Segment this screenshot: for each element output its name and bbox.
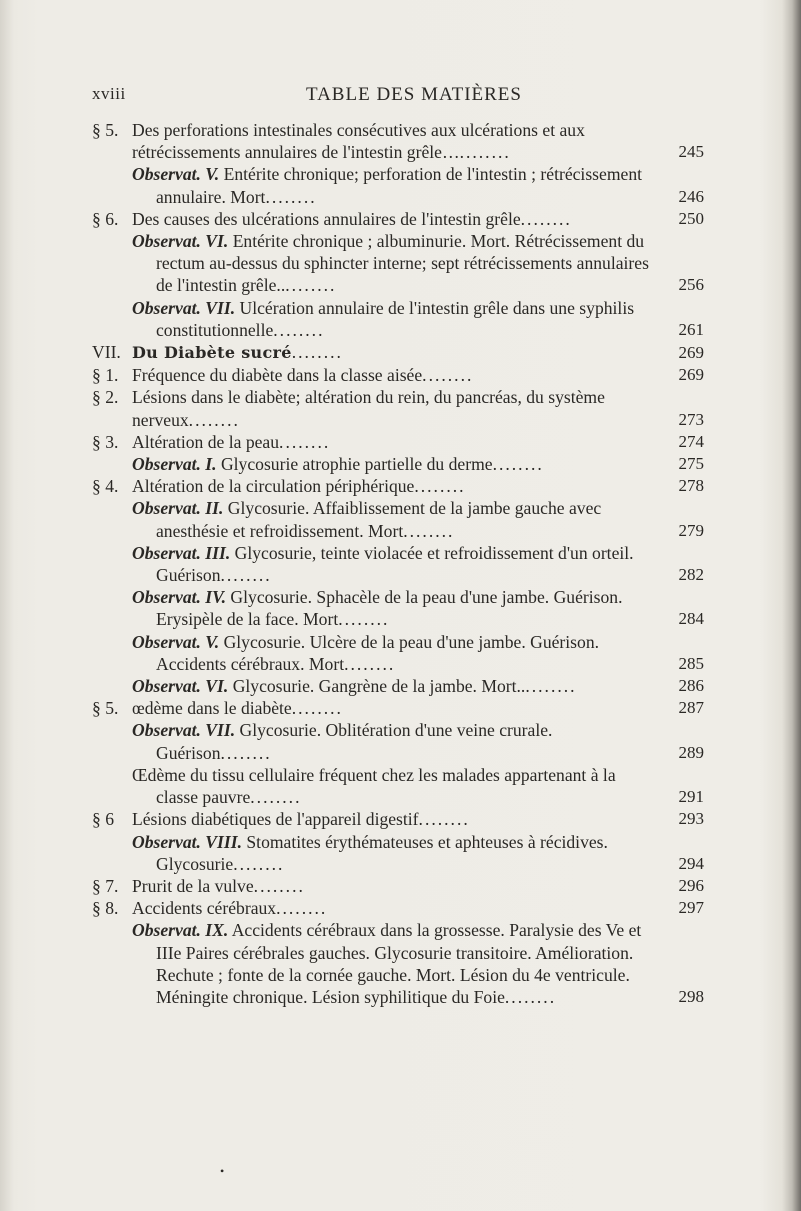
toc-entry xyxy=(92,831,704,875)
dot-leader: ........ xyxy=(253,875,305,896)
toc-entry xyxy=(92,875,704,897)
entry-text: Des causes des ulcérations annulaires de l'intestin grêle xyxy=(132,208,521,229)
running-title: TABLE DES MATIÈRES xyxy=(306,84,522,105)
dot-leader: ........ xyxy=(414,476,466,497)
dot-leader: ........ xyxy=(220,565,272,586)
toc-entry xyxy=(92,431,704,453)
page-number: 282 xyxy=(678,565,704,585)
page-number: 246 xyxy=(678,186,704,206)
page-number: 269 xyxy=(678,365,704,385)
entry-mark: § 7. xyxy=(92,875,119,896)
dot-leader: ........ xyxy=(459,142,511,163)
page-number: 279 xyxy=(678,520,704,540)
observation-label: Observat. VII. xyxy=(132,297,236,318)
dot-leader: ........ xyxy=(291,342,343,363)
toc-entry xyxy=(92,341,704,364)
entry-mark: § 4. xyxy=(92,476,119,497)
entry-text: Glycosurie. Oblitération d'une veine crurale. Guérison xyxy=(156,720,553,763)
entry-text: œdème dans le diabète xyxy=(132,698,292,719)
dot-leader: ........ xyxy=(250,787,302,808)
toc-entry xyxy=(92,208,704,230)
entry-mark: § 5. xyxy=(92,120,119,140)
dot-leader: ........ xyxy=(273,319,325,340)
toc-entry xyxy=(92,675,704,697)
page-number: 294 xyxy=(678,853,704,873)
dot-leader: ........ xyxy=(233,853,285,874)
dot-leader: ........ xyxy=(338,609,390,630)
entry-text: Œdème du tissu cellulaire fréquent chez les malades appartenant à la classe pauvre xyxy=(132,764,616,808)
observation-label: Observat. IX. xyxy=(132,920,229,941)
dot-leader: ........ xyxy=(291,698,343,719)
ink-dot: • xyxy=(220,1164,225,1178)
page-number: 256 xyxy=(678,275,704,295)
toc-entry xyxy=(92,697,704,719)
entry-text: Stomatites érythémateuses et aphteuses à récidives. Glycosurie xyxy=(156,831,608,874)
page-number: 261 xyxy=(678,319,704,339)
entry-text: Prurit de la vulve xyxy=(132,875,254,896)
toc-entry xyxy=(92,631,704,675)
dot-leader: ........ xyxy=(525,676,577,697)
dot-leader: ........ xyxy=(220,742,272,763)
dot-leader: ........ xyxy=(265,186,317,207)
page-number: 245 xyxy=(678,142,704,162)
dot-leader: ........ xyxy=(504,986,557,1007)
toc-entry xyxy=(92,897,704,919)
entry-text: Glycosurie. Ulcère de la peau d'une jambe. Guérison. Accidents cérébraux. Mort xyxy=(156,631,600,674)
page-number: 291 xyxy=(678,787,704,807)
entry-text: Glycosurie atrophie partielle du derme xyxy=(220,454,493,475)
page-header xyxy=(92,84,696,108)
dot-leader: ........ xyxy=(403,520,455,541)
page-number: 250 xyxy=(678,208,704,228)
toc-entry xyxy=(92,119,704,163)
observation-label: Observat. III. xyxy=(132,542,231,563)
toc-entry xyxy=(92,919,704,1008)
toc-entry xyxy=(92,453,704,475)
entry-text: Altération de la peau xyxy=(132,431,280,452)
observation-label: Observat. I. xyxy=(132,454,217,475)
toc-entry xyxy=(92,586,704,630)
entry-text: Lésions diabétiques de l'appareil digestif xyxy=(132,809,419,830)
entry-text: Glycosurie. Gangrène de la jambe. Mort.. xyxy=(232,676,526,697)
page-number: 275 xyxy=(678,454,704,474)
entry-text: Entérite chronique ; albuminurie. Mort. Rétrécissement du rectum au-dessus du sphincter interne; sept rétrécissements annulaires de l'intestin grêle.. xyxy=(156,231,649,296)
dot-leader: ........ xyxy=(422,365,474,386)
entry-text: Entérite chronique; perforation de l'intestin ; rétrécissement annulaire. Mort xyxy=(156,164,643,207)
toc-entry xyxy=(92,764,704,808)
page-number: 289 xyxy=(678,742,704,762)
dot-leader: ........ xyxy=(285,275,337,296)
page-folio: xviii xyxy=(92,84,126,103)
toc-entry xyxy=(92,364,704,386)
page-number: 293 xyxy=(678,809,704,829)
entry-mark: § 6 xyxy=(92,809,114,830)
dot-leader: ........ xyxy=(276,898,328,919)
toc-entry xyxy=(92,497,704,541)
toc-entry xyxy=(92,475,704,497)
dot-leader: ........ xyxy=(418,809,470,830)
observation-label: Observat. VI. xyxy=(132,231,229,252)
entry-text: Glycosurie. Affaiblissement de la jambe gauche avec anesthésie et refroidissement. Mort xyxy=(156,498,602,541)
dot-leader: ........ xyxy=(344,653,396,674)
observation-label: Observat. VIII. xyxy=(132,831,242,852)
entry-mark: § 3. xyxy=(92,431,119,452)
chapter-title: Du Diabète sucré xyxy=(132,343,292,363)
entry-text: Glycosurie, teinte violacée et refroidissement d'un orteil. Guérison xyxy=(156,542,634,586)
page-number: 273 xyxy=(678,409,704,429)
entry-mark: § 5. xyxy=(92,698,119,719)
page-number: 287 xyxy=(678,698,704,718)
observation-label: Observat. VI. xyxy=(132,676,229,697)
entry-mark: § 1. xyxy=(92,365,119,386)
entry-text: Altération de la circulation périphérique xyxy=(132,476,415,497)
entry-text: Fréquence du diabète dans la classe aisée xyxy=(132,365,423,386)
page-number: 269 xyxy=(678,343,704,363)
observation-label: Observat. II. xyxy=(132,498,224,519)
page-number: 286 xyxy=(678,676,704,696)
entry-text: Des perforations intestinales consécutives aux ulcérations et aux rétrécissements annulaires de l'intestin grêle… xyxy=(132,120,585,163)
page-number: 297 xyxy=(678,898,704,918)
observation-label: Observat. VII. xyxy=(132,720,236,741)
dot-leader: ........ xyxy=(279,431,331,452)
page-number: 278 xyxy=(678,476,704,496)
toc-entry xyxy=(92,386,704,430)
toc-entry xyxy=(92,163,704,207)
page-number: 284 xyxy=(678,609,704,629)
toc-entry xyxy=(92,297,704,341)
entry-text: Lésions dans le diabète; altération du rein, du pancréas, du système nerveux xyxy=(132,387,605,430)
page-number: 274 xyxy=(678,431,704,451)
entry-mark: § 2. xyxy=(92,387,119,408)
entry-mark: VII. xyxy=(92,342,121,363)
dot-leader: ........ xyxy=(492,454,544,475)
toc-entry xyxy=(92,808,704,830)
dot-leader: ........ xyxy=(520,208,572,229)
page-number: 298 xyxy=(678,986,704,1006)
entry-mark: § 8. xyxy=(92,898,119,919)
entry-text: Accidents cérébraux dans la grossesse. Paralysie des Ve et IIIe Paires cérébrales gauches. Glycosurie transitoire. Amélioration. Rechute ; fonte de la cornée gauche. Mort. Lésion du 4e ventricule. Méningite chronique. Lésion syphilitique du Foie xyxy=(156,920,642,1007)
observation-label: Observat. V. xyxy=(132,164,220,185)
toc-entry xyxy=(92,230,704,297)
toc-entry xyxy=(92,542,704,586)
page-number: 285 xyxy=(678,653,704,673)
entry-mark: § 6. xyxy=(92,208,119,229)
dot-leader: ........ xyxy=(188,409,240,430)
entry-text: Accidents cérébraux xyxy=(132,898,277,919)
observation-label: Observat. V. xyxy=(132,631,220,652)
table-of-contents xyxy=(92,119,704,1008)
toc-entry xyxy=(92,719,704,763)
page-number: 296 xyxy=(678,875,704,895)
entry-text: Ulcération annulaire de l'intestin grêle dans une syphilis constitutionnelle xyxy=(156,297,635,340)
entry-text: Glycosurie. Sphacèle de la peau d'une jambe. Guérison. Erysipèle de la face. Mort xyxy=(156,587,623,630)
observation-label: Observat. IV. xyxy=(132,587,227,608)
